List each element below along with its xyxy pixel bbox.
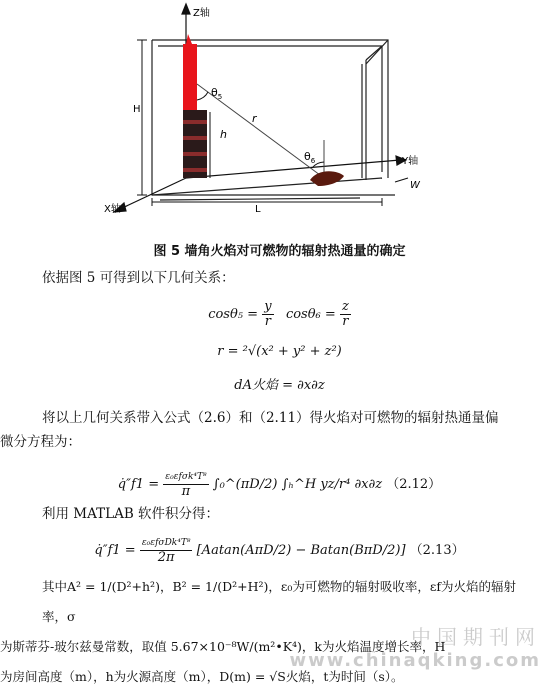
paragraph-3-line-1: 其中A² = 1/(D²+h²)，B² = 1/(D²+H²)，ε₀为可燃物的辐射吸收率，εf为火焰的辐射率，σ (42, 579, 516, 624)
fuel-stack (183, 110, 207, 178)
label-L: L (255, 204, 261, 215)
axis-y-label: Y轴 (402, 156, 419, 167)
paragraph-1-line-1: 将以上几何关系带入公式（2.6）和（2.11）得火焰对可燃物的辐射热通量偏 (42, 410, 499, 426)
intro-text: 依据图 5 可得到以下几何关系： (42, 270, 235, 286)
label-H: H (133, 104, 141, 115)
width-dimension (395, 178, 408, 182)
height-dimension (137, 40, 147, 195)
equation-cos: cosθ₅ = $\frac{y}{r}$ cosθ₆ = $\frac{z}{r}$ (208, 299, 349, 329)
watermark-url: www.chinaqking.com (289, 650, 541, 671)
theta5-label: $\theta_5$ (211, 86, 223, 101)
equation-r: r = ²√(x² + y² + z²) (217, 344, 342, 359)
theta5-arc (197, 92, 208, 100)
axis-z-label: Z轴 (193, 8, 210, 19)
corner-fire-diagram (0, 0, 559, 232)
theta6-label: $\theta_6$ (304, 150, 316, 165)
axis-x-label: X轴 (104, 204, 121, 215)
watermark-chinese: 中国期刊网 (411, 625, 541, 649)
equation-2-12: q̇″f1 = $\frac{\text{ε₀εfσk⁴T⁸}}{\pi}$ ∫₀^(πD/2) ∫ₕ^H yz/r⁴ ∂x∂z （2.12） (117, 472, 442, 499)
paragraph-3-line-2: 为斯蒂芬-玻尔兹曼常数，取值 5.67×10⁻⁸W/(m²•K⁴)，k为火焰温度增长率，H (0, 639, 446, 654)
flame-column (183, 44, 197, 110)
figure-caption: 图 5 墙角火焰对可燃物的辐射热通量的确定 (153, 244, 406, 259)
equation-2-13: q̇″f1 = $\frac{\text{ε₀εfσDk⁴T⁸}}{2\pi}$ [Aatan(AπD/2) − Batan(BπD/2)] （2.13） (94, 538, 465, 565)
paragraph-2: 利用 MATLAB 软件积分得： (42, 506, 220, 522)
label-W: W (410, 180, 420, 191)
equation-dA: dA火焰 = ∂x∂z (234, 378, 325, 393)
paragraph-1-line-2: 微分方程为： (0, 434, 81, 450)
label-h: h (220, 128, 227, 141)
combustible (310, 171, 344, 186)
label-r: r (252, 112, 257, 125)
paragraph-3-line-3: 为房间高度（m），h为火源高度（m），D(m) = √S火焰，t为时间（s）。 (0, 669, 404, 684)
flame-tip (186, 34, 192, 44)
paragraph-1 (0, 406, 531, 454)
site-watermark (289, 621, 541, 671)
